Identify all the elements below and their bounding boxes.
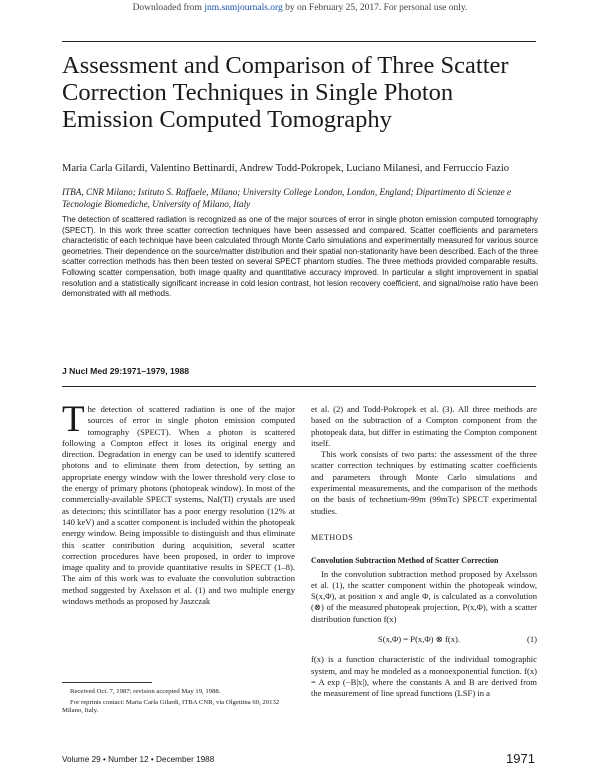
intro-paragraph [62, 399, 295, 607]
download-notice-after: by on February 25, 2017. For personal use only. [282, 3, 468, 13]
download-notice-before: Downloaded from [132, 3, 205, 13]
top-rule [62, 41, 536, 42]
article-title: Assessment and Comparison of Three Scatter Correction Techniques in Single Photon Emission Computed Tomography [62, 52, 509, 133]
download-notice [0, 3, 600, 13]
intro-text: he detection of scattered radiation is one of the major sources of error in single photon emission computed tomography (SPECT). When a photon is scattered following a Compton effect it loses its original energy and direction. Degradation in energy can be used to identify scattered photons and to eliminate them from detection, by setting an appropriate energy window with the lower threshold very close to the energy of primary photons (photopeak window). In most of the commercially-available SPECT systems, NaI(Tl) crystals are used as detectors; this scintillator has a poor energy resolution (12% at 140 keV) and a scatter component is included within the photopeak energy window. Being impossible to distinguish and thus eliminate this scatter contribution during acquisition, several scatter correction procedures have been proposed, in order to improve image quality and to provide quantitative results in SPECT (1–8). The aim of this work was to evaluate the convolution subtraction method suggested by Axelsson et al. (1) and two multiple energy windows methods as proposed by Jaszczak [62, 404, 295, 607]
equation-text: S(x,Φ) = P(x,Φ) ⊗ f(x). [377, 634, 461, 645]
issue-info: Volume 29 • Number 12 • December 1988 [62, 755, 215, 764]
affiliations: ITBA, CNR Milano; Istituto S. Raffaele, Milano; University College London, London, England; Dipartimento di Scienze e Tecnologie Biomediche, University of Milano, Italy [62, 187, 512, 209]
equation-1 [311, 634, 537, 645]
paragraph-2: This work consists of two parts: the assessment of the three scatter correction techniques by estimating scatter coefficients and parameters through Monte Carlo simulations and experimental measurements, and the comparison of the methods on the basis of technetium-99m (99mTc) SPECT experimental studies. [311, 449, 537, 516]
journal-link[interactable]: jnm.snmjournals.org [204, 3, 283, 13]
intro-continued: et al. (2) and Todd-Pokropek et al. (3). All three methods are based on the subtraction of a Compton component from the photopeak data, but differ in estimating the Compton component itself. [311, 404, 537, 448]
left-column [62, 399, 295, 607]
received-note: Received Oct. 7, 1987; revision accepted May 19, 1988. [70, 688, 221, 695]
abstract: The detection of scattered radiation is recognized as one of the major sources of error in single photon emission computed tomography (SPECT). In this work three scatter correction techniques have been assessed and compared. Scatter coefficients and parameters characteristic of each technique have been calculated through Monte Carlo simulations and experimentally measured for various source geometries. Their dependence on the source/matter distribution and their spatial non-stationarity have been described. Each of the three scatter correction methods has then been tested on several SPECT phantom studies. The three methods provided comparable results. Following scatter compensation, both image quality and quantitative accuracy improved. In particular a slight improvement in spatial resolution and a statistically significant increase in cold lesion contrast, hot lesion recovery coefficient, and signal/noise ratio have been demonstrated with all methods. [62, 215, 538, 299]
reprints-note: For reprints contact: Maria Carla Gilardi, ITBA CNR, via Olgettina 60, 20132 Milano, Italy. [62, 698, 280, 715]
footnote-rule [62, 682, 152, 683]
authors: Maria Carla Gilardi, Valentino Bettinardi, Andrew Todd-Pokropek, Luciano Milanesi, and Ferruccio Fazio [62, 163, 510, 174]
section-rule [62, 386, 536, 387]
methods-heading: METHODS [311, 532, 354, 542]
paragraph-4: f(x) is a function characteristic of the individual tomographic system, and may be modeled as a monoexponential function. f(x) = A exp (−B|x|), where the constants A and B are derived from the measurement of line spread functions (LSF) in a [311, 654, 537, 699]
right-column [311, 404, 537, 700]
page-number: 1971 [506, 751, 535, 766]
drop-cap: T [62, 399, 85, 440]
paragraph-3: In the convolution subtraction method proposed by Axelsson et al. (1), the scatter component within the photopeak window, S(x,Φ), at position x and angle Φ, is calculated as a convolution (⊗) of the measured photopeak projection, P(x,Φ), with a scatter distribution function f(x) [311, 568, 537, 624]
equation-number: (1) [526, 634, 537, 645]
footnote [62, 688, 294, 718]
subheading: Convolution Subtraction Method of Scatter Correction [311, 556, 499, 566]
citation: J Nucl Med 29:1971–1979, 1988 [62, 366, 190, 376]
